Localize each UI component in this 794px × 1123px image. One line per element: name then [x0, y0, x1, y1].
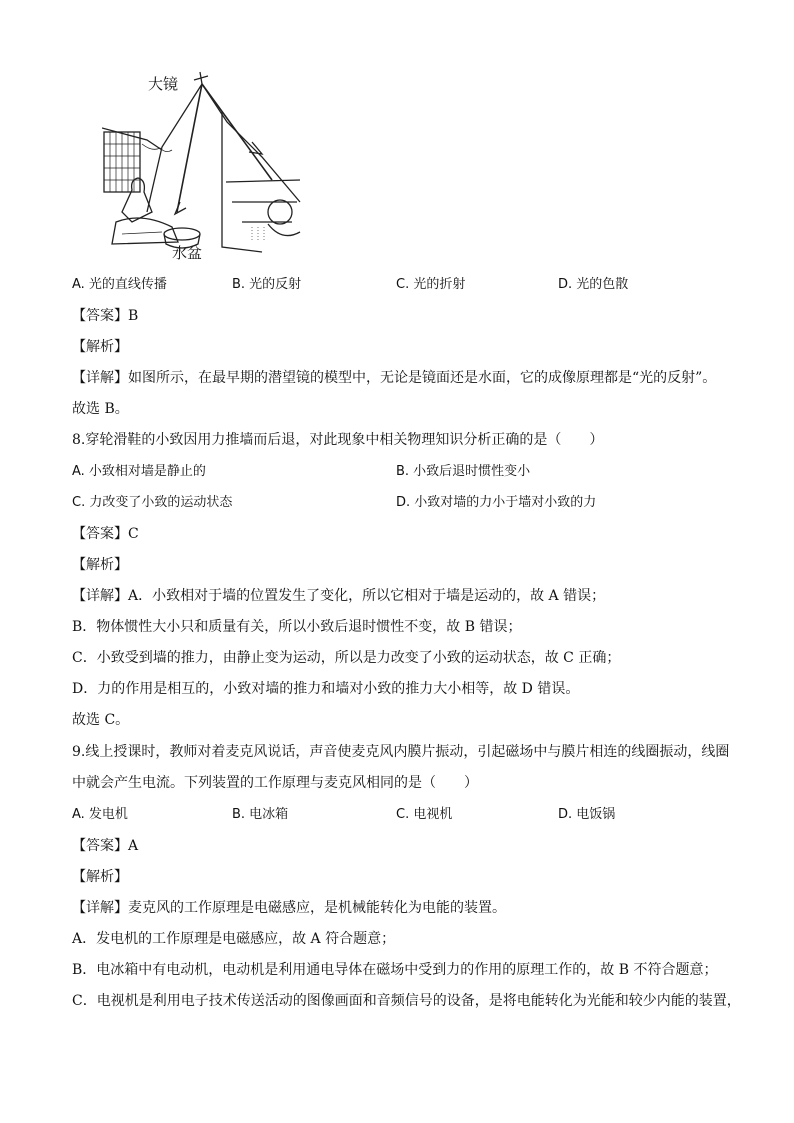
- label-mirror: 大镜: [148, 75, 179, 93]
- periscope-drawing: [102, 62, 312, 262]
- q9-option-c: C. 电视机: [396, 807, 453, 822]
- q9-option-b: B. 电冰箱: [232, 807, 289, 822]
- q7-option-b: B. 光的反射: [232, 277, 302, 292]
- q8-option-a: A. 小致相对墙是静止的: [72, 464, 206, 479]
- q8-detail-line: C．小致受到墙的推力，由静止变为运动，所以是力改变了小致的运动状态，故 C 正确；: [72, 650, 621, 666]
- q8-detail-line: D．力的作用是相互的，小致对墙的推力和墙对小致的推力大小相等，故 D 错误。: [72, 681, 580, 697]
- q8-answer: 【答案】C: [72, 526, 139, 542]
- q7-conclusion: 故选 B。: [72, 401, 129, 417]
- q9-detail-line: B．电冰箱中有电动机，电动机是利用通电导体在磁场中受到力的作用的原理工作的，故 B 不符合题意；: [72, 962, 718, 978]
- q7-option-c: C. 光的折射: [396, 277, 466, 292]
- q7-analysis-title: 【解析】: [72, 339, 128, 355]
- q8-option-d: D. 小致对墙的力小于墙对小致的力: [396, 495, 597, 510]
- q8-option-c: C. 力改变了小致的运动状态: [72, 495, 233, 510]
- q9-analysis-title: 【解析】: [72, 869, 128, 885]
- q8-detail-line: 【详解】A．小致相对于墙的位置发生了变化，所以它相对于墙是运动的，故 A 错误；: [72, 588, 606, 604]
- q7-detail: 【详解】如图所示，在最早期的潜望镜的模型中，无论是镜面还是水面，它的成像原理都是“光的反射”。: [72, 370, 717, 386]
- q9-detail-line: 【详解】麦克风的工作原理是电磁感应，是机械能转化为电能的装置。: [72, 900, 506, 916]
- q9-option-a: A. 发电机: [72, 807, 128, 822]
- q8-analysis-title: 【解析】: [72, 557, 128, 573]
- q9-question-line: 中就会产生电流。下列装置的工作原理与麦克风相同的是（ ）: [72, 775, 478, 791]
- q9-answer: 【答案】A: [72, 838, 139, 854]
- q9-option-d: D. 电饭锅: [558, 807, 616, 822]
- q7-option-d: D. 光的色散: [558, 277, 629, 292]
- q8-option-b: B. 小致后退时惯性变小: [396, 464, 531, 479]
- q9-detail-line: C．电视机是利用电子技术传送活动的图像画面和音频信号的设备，是将电能转化为光能和较少内能的装置，: [72, 993, 741, 1009]
- q9-detail-line: A．发电机的工作原理是电磁感应，故 A 符合题意；: [72, 931, 396, 947]
- q8-conclusion: 故选 C。: [72, 712, 130, 728]
- q8-question: 8.穿轮滑鞋的小致因用力推墙而后退，对此现象中相关物理知识分析正确的是（ ）: [72, 432, 604, 448]
- q7-option-a: A. 光的直线传播: [72, 277, 167, 292]
- label-basin: 水盆: [172, 244, 203, 262]
- q7-answer: 【答案】B: [72, 308, 139, 324]
- periscope-illustration: [102, 62, 312, 262]
- q9-question-line: 9.线上授课时，教师对着麦克风说话，声音使麦克风内膜片振动，引起磁场中与膜片相连的线圈振动，线圈: [72, 744, 730, 760]
- q8-detail-line: B．物体惯性大小只和质量有关，所以小致后退时惯性不变，故 B 错误；: [72, 619, 522, 635]
